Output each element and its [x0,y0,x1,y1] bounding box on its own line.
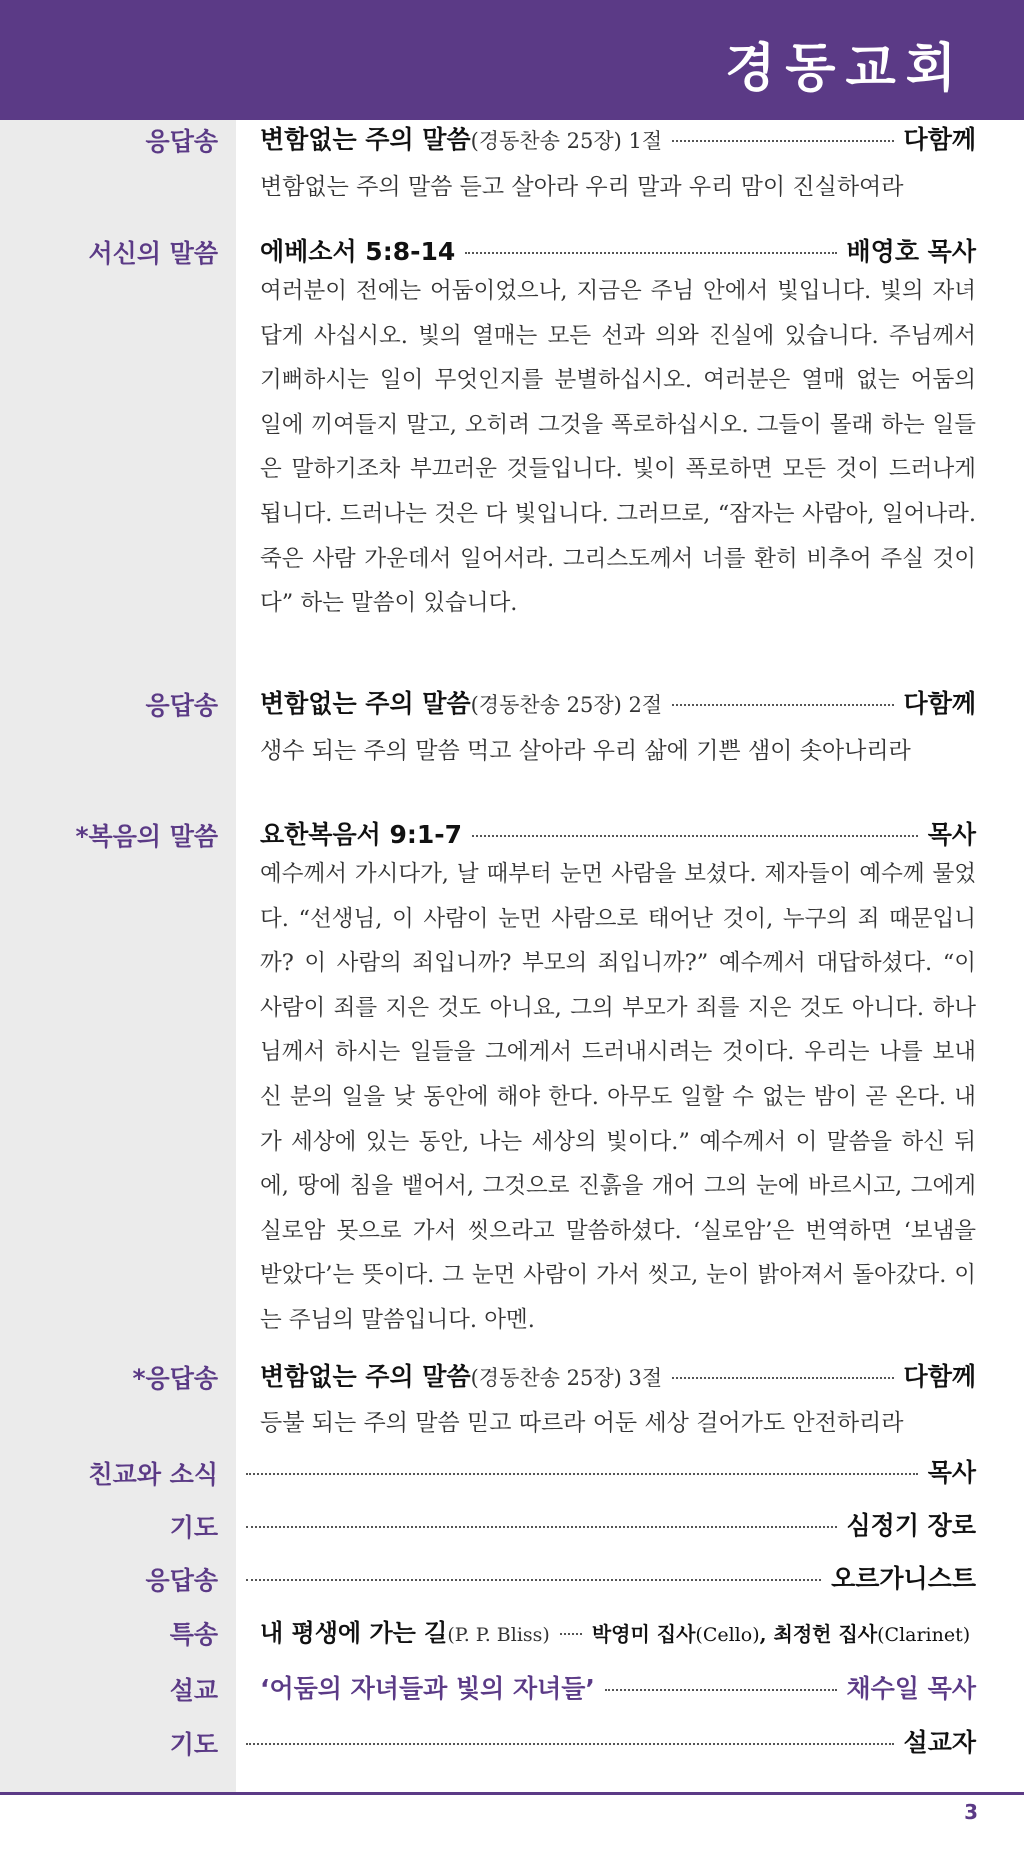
page-number: 3 [964,1800,978,1824]
leader-dots [472,835,918,837]
footer-rule [0,1792,1024,1795]
label-prayer-2: 기도 [169,1730,218,1759]
reader-name: 배영호 목사 [846,237,976,266]
label-epistle: 서신의 말씀 [88,239,218,268]
hymn-lyrics: 등불 되는 주의 말씀 믿고 따르라 어둔 세상 걸어가도 안전하리라 [260,1410,904,1436]
fellowship-row [236,1453,976,1489]
label-response-song-3: *응답송 [132,1364,218,1393]
leader-dots [672,1377,893,1379]
label-response-song-4: 응답송 [145,1566,218,1595]
epistle-text: 여러분이 전에는 어둠이었으나, 지금은 주님 안에서 빛입니다. 빛의 자녀답게 사십시오. 빛의 열매는 모든 선과 의와 진실에 있습니다. 주님께서 기뻐하시는 일이 무엇인지를 분별하십시오. 여러분은 열매 없는 어둠의 일에 끼여들지 말고, 오히려 그것을 폭로하십시오. 그들이 몰래 하는 일들은 말하기조차 부끄러운 것들입니다. 빛이 폭로하면 모든 것이 드러나게 됩니다. 드러나는 것은 다 빛입니다. 그러므로, “잠자는 사람아, 일어나라. 죽은 사람 가운데서 일어서라. 그리스도께서 너를 환히 비추어 주실 것이다” 하는 말씀이 있습니다. [260,278,976,617]
label-special-song: 특송 [169,1620,218,1649]
performer: 다함께 [903,689,976,718]
performers [592,1618,970,1647]
hymn-reference: (경동찬송 25장) 3절 [470,1366,663,1390]
label-prayer: 기도 [169,1513,218,1542]
scripture-reference: 요한복음서 9:1-7 [260,820,463,849]
performer: 다함께 [903,1362,976,1391]
hymn-reference: (경동찬송 25장) 1절 [470,129,663,153]
special-song-row [260,1613,976,1648]
leader-dots [246,1743,894,1745]
response-song-4-row [236,1559,976,1595]
leader-dots [672,704,893,706]
leader-dots [672,140,893,142]
label-gospel: *복음의 말씀 [75,822,218,851]
hymn-title: 변함없는 주의 말씀 [260,689,471,718]
label-response-song-2: 응답송 [145,691,218,720]
leader-dots [246,1526,837,1528]
leader-dots [605,1689,837,1691]
leader-name: 설교자 [903,1728,976,1757]
performer-2: 최정헌 집사 [773,1622,878,1646]
response-song-3-row [260,1357,976,1393]
performer: 다함께 [903,125,976,154]
label-fellowship: 친교와 소식 [88,1460,218,1489]
response-song-2-row [260,684,976,720]
gospel-text: 예수께서 가시다가, 날 때부터 눈먼 사람을 보셨다. 제자들이 예수께 물었다. “선생님, 이 사람이 눈먼 사람으로 태어난 것이, 누구의 죄 때문입니까? 이 사람의 죄입니까? 부모의 죄입니까?” 예수께서 대답하셨다. “이 사람이 죄를 지은 것도 아니요, 그의 부모가 죄를 지은 것도 아니다. 하나님께서 하시는 일들을 그에게서 드러내시려는 것이다. 우리는 나를 보내신 분의 일을 낮 동안에 해야 한다. 아무도 일할 수 없는 밤이 곧 온다. 내가 세상에 있는 동안, 나는 세상의 빛이다.” 예수께서 이 말씀을 하신 뒤에, 땅에 침을 뱉어서, 그것으로 진흙을 개어 그의 눈에 바르시고, 그에게 실로암 못으로 가서 씻으라고 말씀하셨다. ‘실로암’은 번역하면 ‘보냄을 받았다’는 뜻이다. 그 눈먼 사람이 가서 씻고, 눈이 밝아져서 돌아갔다. 이는 주님의 말씀입니다. 아멘. [260,861,976,1333]
instrument-1: (Cello) [695,1624,760,1646]
reader-name: 목사 [927,820,976,849]
gospel-row [260,815,976,851]
separator: , [759,1622,774,1646]
sermon-title: ‘어둠의 자녀들과 빛의 자녀들’ [260,1674,595,1703]
leader-dots [246,1579,821,1581]
leader-name: 심정기 장로 [846,1511,976,1540]
leader-dots [465,252,836,254]
instrument-2: (Clarinet) [877,1624,971,1646]
label-sermon: 설교 [169,1676,218,1705]
hymn-reference: (경동찬송 25장) 2절 [470,693,663,717]
epistle-row [260,232,976,268]
hymn-lyrics: 변함없는 주의 말씀 듣고 살아라 우리 말과 우리 맘이 진실하여라 [260,174,904,200]
hymn-title: 변함없는 주의 말씀 [260,1362,471,1391]
leader-name: 목사 [927,1458,976,1487]
preacher-name: 채수일 목사 [846,1674,976,1703]
prayer-2-row [236,1723,976,1759]
leader-dots [560,1633,582,1635]
leader-name: 오르가니스트 [831,1564,976,1593]
label-response-song-1: 응답송 [145,127,218,156]
performer-1: 박영미 집사 [591,1622,696,1646]
hymn-lyrics: 생수 되는 주의 말씀 먹고 살아라 우리 삶에 기쁜 샘이 솟아나리라 [260,738,911,764]
leader-dots [246,1473,918,1475]
header-bar [0,0,1024,120]
hymn-title: 변함없는 주의 말씀 [260,125,471,154]
sermon-row [260,1669,976,1705]
church-logo: 경동교회 [725,39,966,99]
response-song-1-row [260,120,976,156]
scripture-reference: 에베소서 5:8-14 [260,237,456,266]
prayer-row [236,1506,976,1542]
composer: (P. P. Bliss) [447,1624,550,1646]
special-song-title: 내 평생에 가는 길 [260,1619,448,1647]
